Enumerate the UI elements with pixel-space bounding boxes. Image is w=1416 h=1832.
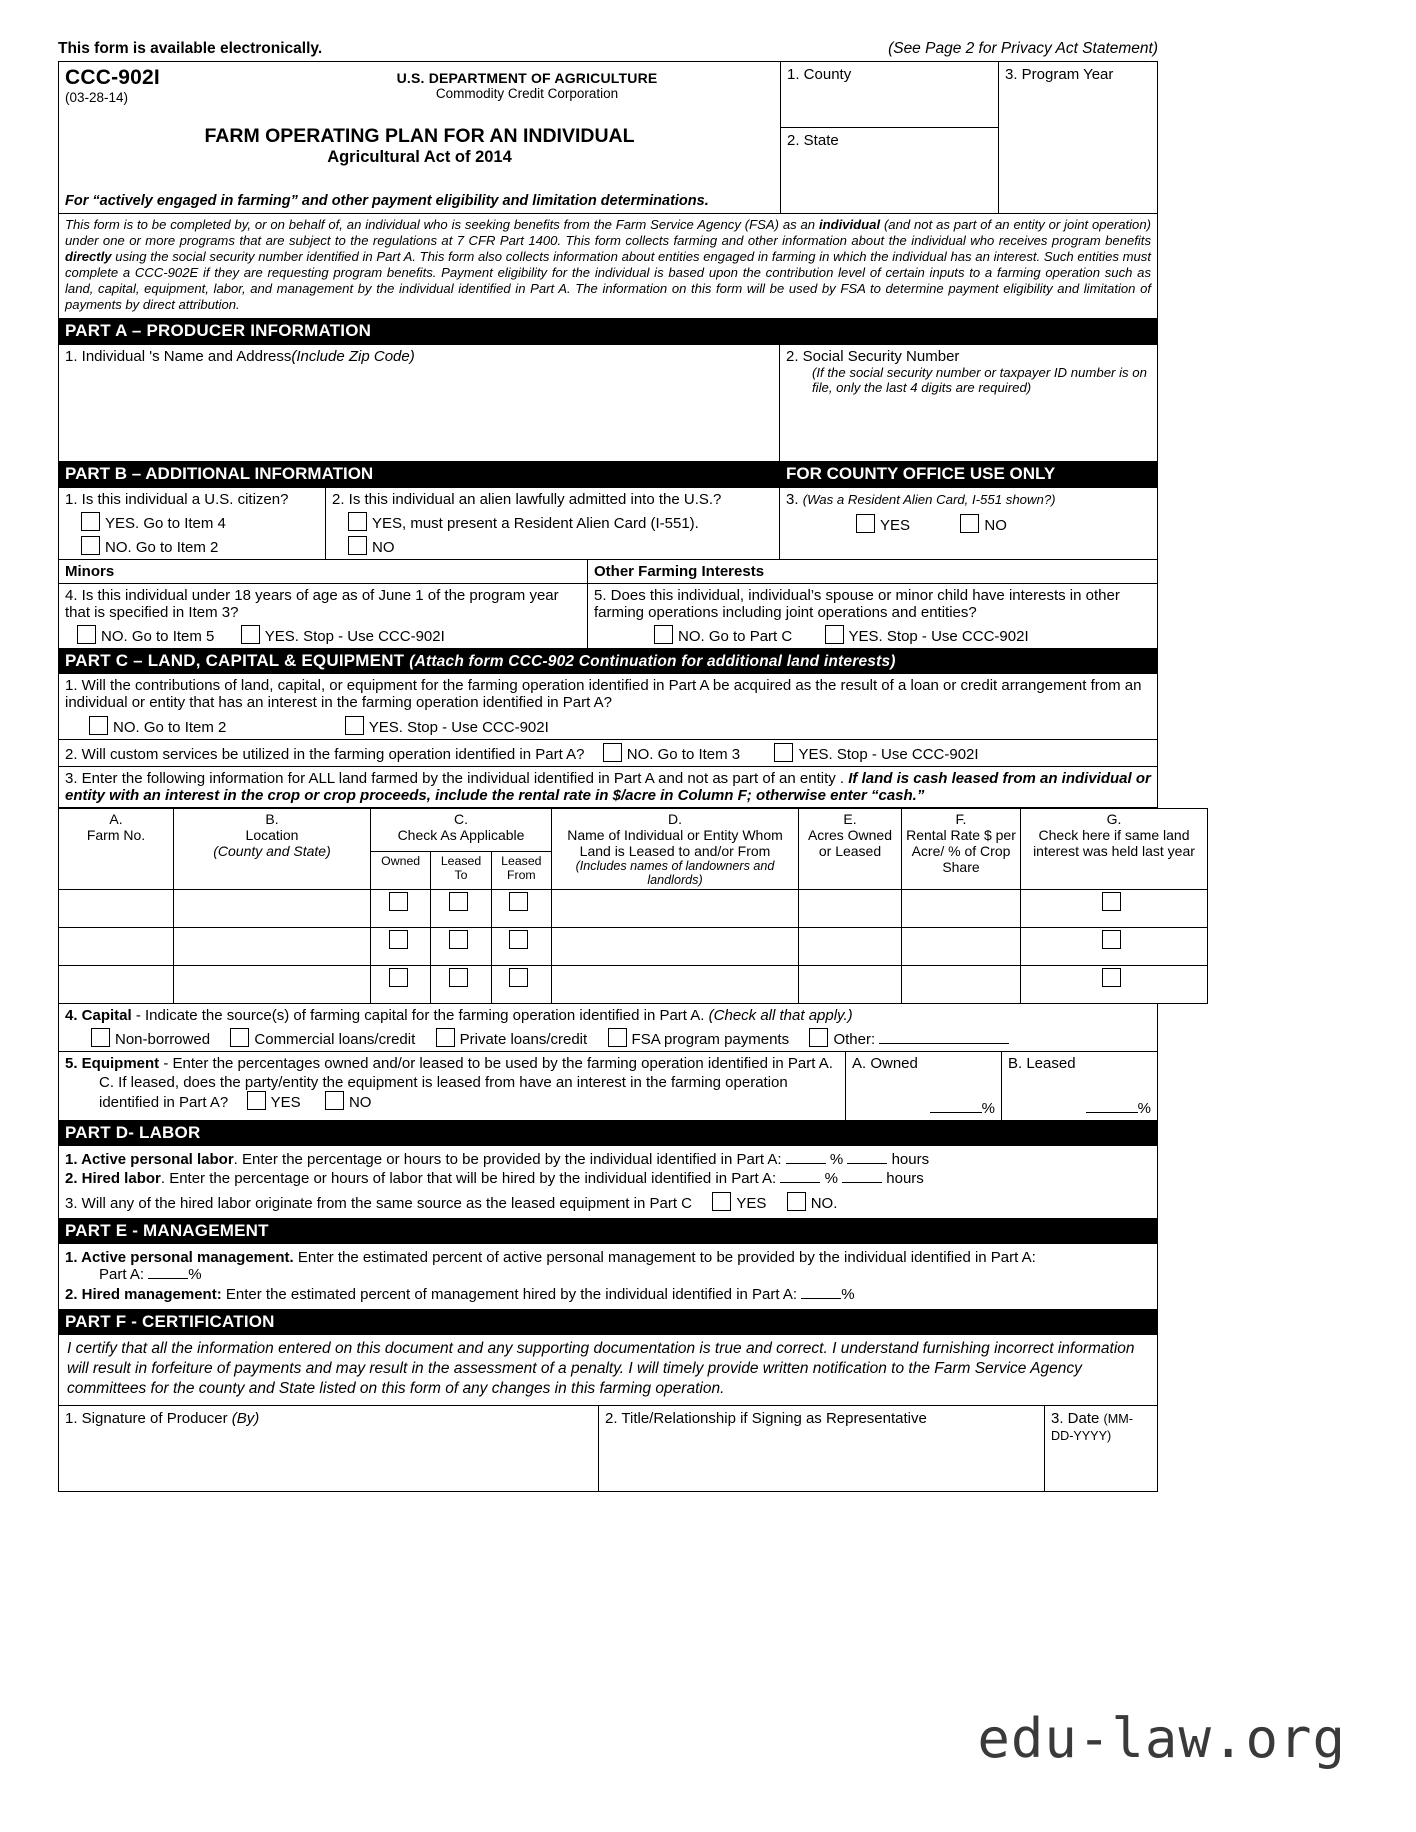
- state-field[interactable]: [781, 128, 998, 198]
- part-c-q1-no-checkbox[interactable]: [89, 716, 108, 735]
- agency-name: U.S. DEPARTMENT OF AGRICULTURE: [396, 70, 658, 86]
- part-e-bar: PART E - MANAGEMENT: [58, 1219, 1158, 1244]
- hired-labor-source-no-checkbox[interactable]: [787, 1192, 806, 1211]
- equipment-c-yes-label: YES: [270, 1093, 301, 1111]
- col-b-name: Location: [245, 826, 299, 843]
- col-b-header: [174, 808, 371, 889]
- row2-name[interactable]: [552, 927, 799, 965]
- active-labor-line: [65, 1151, 1151, 1168]
- other-farming-section-label: Other Farming Interests: [588, 560, 1158, 584]
- part-c-q1-yes-checkbox[interactable]: [345, 716, 364, 735]
- row2-leased-from-checkbox[interactable]: [509, 930, 528, 949]
- active-labor-hours-input[interactable]: [847, 1163, 887, 1164]
- active-management-line: [65, 1249, 1151, 1266]
- resident-alien-no-label: NO: [984, 516, 1007, 534]
- ssn-field[interactable]: [780, 344, 1158, 462]
- table-row[interactable]: [59, 965, 1208, 1003]
- row3-owned-checkbox[interactable]: [389, 968, 408, 987]
- row1-leased-to-checkbox[interactable]: [449, 892, 468, 911]
- row1-owned-cell[interactable]: [371, 889, 431, 927]
- col-c-letter: C.: [454, 810, 468, 827]
- equipment-leased-cell[interactable]: [1002, 1052, 1158, 1121]
- signature-label: 1. Signature of Producer: [65, 1410, 228, 1428]
- form-header-left: [58, 61, 780, 214]
- resident-alien-card-cell: [780, 487, 1158, 560]
- alien-question-cell: [326, 487, 780, 560]
- hired-labor-text: . Enter the percentage or hours of labor that will be hired by the individual identified in Part A:: [160, 1169, 777, 1187]
- row1-acres[interactable]: [799, 889, 902, 927]
- col-a-letter: A.: [109, 810, 123, 827]
- part-c-q2-text: 2. Will custom services be utilized in the farming operation identified in Part A?: [65, 745, 585, 763]
- capital-fsa-checkbox[interactable]: [608, 1028, 627, 1047]
- signature-field[interactable]: [58, 1406, 598, 1492]
- active-management-pct: %: [188, 1265, 202, 1283]
- watermark: edu-law.org: [977, 1707, 1346, 1770]
- county-office-bar: FOR COUNTY OFFICE USE ONLY: [780, 462, 1158, 487]
- instructions-paragraph: [58, 214, 1158, 319]
- capital-private-label: Private loans/credit: [459, 1030, 588, 1048]
- part-c-q2-yes-label: YES. Stop - Use CCC-902I: [798, 745, 979, 763]
- row1-owned-checkbox[interactable]: [389, 892, 408, 911]
- capital-nonborrowed-label: Non-borrowed: [115, 1030, 211, 1048]
- instructions-bold-1: individual: [818, 217, 881, 232]
- col-g-header: [1021, 808, 1208, 889]
- date-label: 3. Date: [1051, 1410, 1100, 1428]
- row1-leased-from-cell[interactable]: [491, 889, 551, 927]
- part-b-minors-row: [58, 584, 1158, 649]
- part-c-q1-text: 1. Will the contributions of land, capital, or equipment for the farming operation identified in Part A be acquired as the result of a loan or credit arrangement from an individual or entity that has an interest in the farming operation identified in Part A?: [65, 676, 1142, 711]
- col-a-header: [59, 808, 174, 889]
- part-c-q2-yes-checkbox[interactable]: [774, 743, 793, 762]
- table-row[interactable]: [59, 927, 1208, 965]
- equipment-c-no-label: NO: [348, 1093, 372, 1111]
- state-label: 2. State: [787, 132, 839, 149]
- hired-labor-hours-word: hours: [886, 1169, 924, 1187]
- col-c-header: [371, 808, 552, 851]
- equipment-owned-cell[interactable]: [846, 1052, 1002, 1121]
- certification-text: I certify that all the information entered on this document and any supporting documentation is true and correct. I understand furnishing incorrect information will result in forfeiture of payments and may result in the assessment of a penalty. I will timely provide written notification to the Farm Service Agency committees for the county and State listed on this form of any changes in this farming operation.: [58, 1335, 1158, 1406]
- row2-acres[interactable]: [799, 927, 902, 965]
- alien-yes-label: YES, must present a Resident Alien Card (I-551).: [372, 514, 699, 532]
- part-c-q2-no-label: NO. Go to Item 3: [626, 745, 741, 763]
- equipment-text: - Enter the percentages owned and/or leased to be used by the farming operation identified in Part A.: [159, 1054, 833, 1072]
- alien-no-checkbox[interactable]: [348, 536, 367, 555]
- equipment-leased-pct: %: [1137, 1099, 1151, 1117]
- sub-agency-name: Commodity Credit Corporation: [435, 86, 619, 101]
- resident-alien-question: (Was a Resident Alien Card, I-551 shown?): [802, 491, 1056, 507]
- minor-age-yes-label: YES. Stop - Use CCC-902I: [264, 627, 445, 645]
- equipment-row: [58, 1052, 1158, 1121]
- capital-hint: (Check all that apply.): [708, 1006, 853, 1024]
- alien-no-label: NO: [372, 538, 395, 556]
- row3-same-last-year-cell[interactable]: [1021, 965, 1208, 1003]
- hired-labor-source-yes-label: YES: [736, 1194, 767, 1212]
- col-c-owned-subheader: Owned: [371, 851, 431, 889]
- county-field[interactable]: [781, 62, 998, 128]
- active-management-label: 1. Active personal management.: [65, 1248, 294, 1266]
- part-c-q3-text: 3. Enter the following information for ALL land farmed by the individual identified in Part A and not as part of an entity .: [65, 769, 845, 787]
- producer-name-address-field[interactable]: [58, 344, 780, 462]
- row3-leased-from-cell[interactable]: [491, 965, 551, 1003]
- other-farming-no-label: NO. Go to Part C: [678, 627, 793, 645]
- capital-commercial-label: Commercial loans/credit: [254, 1030, 416, 1048]
- minor-age-question: 4. Is this individual under 18 years of age as of June 1 of the program year that is specified in Item 3?: [65, 586, 559, 621]
- part-a-bar: PART A – PRODUCER INFORMATION: [58, 319, 1158, 344]
- col-c-name: Check As Applicable: [397, 826, 525, 843]
- part-c-bar-note: (Attach form CCC-902 Continuation for additional land interests): [409, 652, 896, 670]
- hired-management-label: 2. Hired management:: [65, 1285, 222, 1303]
- hired-labor-source-question: 3. Will any of the hired labor originate from the same source as the leased equipment in Part C: [65, 1194, 692, 1212]
- form-number: CCC-902I: [65, 66, 160, 89]
- equipment-owned-pct: %: [981, 1099, 995, 1117]
- part-c-q1-yes-label: YES. Stop - Use CCC-902I: [368, 718, 549, 736]
- hired-labor-hours-input[interactable]: [842, 1182, 882, 1183]
- us-citizen-no-checkbox[interactable]: [81, 536, 100, 555]
- part-c-q1-cell: [58, 674, 1158, 740]
- row1-rental[interactable]: [902, 889, 1021, 927]
- col-b-letter: B.: [265, 810, 279, 827]
- resident-alien-yes-checkbox[interactable]: [856, 514, 875, 533]
- equipment-label: 5. Equipment: [65, 1054, 160, 1072]
- alien-question: 2. Is this individual an alien lawfully admitted into the U.S.?: [332, 490, 722, 508]
- hired-management-pct: %: [841, 1285, 855, 1303]
- other-farming-yes-checkbox[interactable]: [825, 625, 844, 644]
- minor-age-no-checkbox[interactable]: [77, 625, 96, 644]
- us-citizen-no-label: NO. Go to Item 2: [105, 538, 219, 556]
- form-purpose: For “actively engaged in farming” and other payment eligibility and limitation determinations.: [65, 193, 709, 209]
- land-interests-table: [58, 808, 1208, 1004]
- land-table-body: [59, 889, 1208, 1003]
- row1-leased-to-cell[interactable]: [431, 889, 491, 927]
- part-b-citizen-row: [58, 487, 1158, 560]
- equipment-c-yes-checkbox[interactable]: [247, 1091, 266, 1110]
- col-d-name: Name of Individual or Entity Whom Land is Leased to and/or From: [567, 826, 783, 859]
- resident-alien-yes-label: YES: [880, 516, 911, 534]
- form-header-right: [780, 61, 1158, 214]
- part-d-bar: PART D- LABOR: [58, 1121, 1158, 1146]
- ssn-hint: (If the social security number or taxpayer ID number is on file, only the last 4 digits are required): [812, 364, 1147, 395]
- other-farming-question-cell: [588, 584, 1158, 649]
- other-farming-question: 5. Does this individual, individual’s spouse or minor child have interests in other farming operations including joint operations and entities?: [594, 586, 1120, 621]
- row2-leased-to-cell[interactable]: [431, 927, 491, 965]
- instructions-text-2: (and not as part of an entity or joint operation) under one or more programs that are subject to the regulations at 7 CFR Part 1400. This form collects farming and other information about the individual who receives program benefits: [65, 217, 1151, 248]
- col-f-letter: F.: [955, 810, 967, 827]
- part-a-row: [58, 344, 1158, 462]
- row2-owned-checkbox[interactable]: [389, 930, 408, 949]
- row1-name[interactable]: [552, 889, 799, 927]
- row1-same-last-year-cell[interactable]: [1021, 889, 1208, 927]
- capital-fsa-label: FSA program payments: [631, 1030, 790, 1048]
- row3-leased-from-checkbox[interactable]: [509, 968, 528, 987]
- col-e-letter: E.: [843, 810, 857, 827]
- part-c-q3-emphasis: If land is cash leased from an individual or entity with an interest in the crop or crop proceeds, include the rental rate in $/acre in Column F; otherwise enter “cash.”: [65, 769, 1151, 804]
- form-header: [58, 61, 1158, 214]
- col-e-name: Acres Owned or Leased: [807, 826, 893, 859]
- col-d-hint: (Includes names of landowners and landlords): [575, 858, 775, 887]
- capital-text: - Indicate the source(s) of farming capital for the farming operation identified in Part A.: [131, 1006, 705, 1024]
- active-management-text: Enter the estimated percent of active personal management to be provided by the individual identified in Part A:: [293, 1248, 1036, 1266]
- part-c-q2-no-checkbox[interactable]: [603, 743, 622, 762]
- part-b-bar: PART B – ADDITIONAL INFORMATION: [58, 462, 780, 487]
- signature-row: [58, 1406, 1158, 1492]
- minor-age-no-label: NO. Go to Item 5: [101, 627, 215, 645]
- col-c-leased-to-subheader: Leased To: [431, 851, 491, 889]
- minor-age-question-cell: [58, 584, 588, 649]
- col-f-header: [902, 808, 1021, 889]
- equipment-owned-label: A. Owned: [852, 1054, 918, 1072]
- hired-management-text: Enter the estimated percent of management hired by the individual identified in Part A:: [221, 1285, 798, 1303]
- part-c-q1-no-label: NO. Go to Item 2: [113, 718, 227, 736]
- capital-other-checkbox[interactable]: [809, 1028, 828, 1047]
- signature-hint: (By): [231, 1410, 260, 1428]
- active-labor-hours-word: hours: [891, 1150, 930, 1168]
- col-a-name: Farm No.: [86, 826, 146, 843]
- capital-other-label: Other:: [833, 1030, 876, 1048]
- col-c-leased-from-subheader: Leased From: [491, 851, 551, 889]
- top-line: [58, 40, 1158, 61]
- col-d-header: [552, 808, 799, 889]
- row1-farm-no[interactable]: [59, 889, 174, 927]
- row1-location[interactable]: [174, 889, 371, 927]
- us-citizen-yes-label: YES. Go to Item 4: [105, 514, 226, 532]
- minors-section-label: Minors: [58, 560, 588, 584]
- row2-owned-cell[interactable]: [371, 927, 431, 965]
- row2-same-last-year-checkbox[interactable]: [1102, 930, 1121, 949]
- form-title: FARM OPERATING PLAN FOR AN INDIVIDUAL: [204, 125, 635, 147]
- part-c-bar-title: PART C – LAND, CAPITAL & EQUIPMENT: [65, 650, 405, 670]
- alien-yes-checkbox[interactable]: [348, 512, 367, 531]
- county-label: 1. County: [787, 66, 852, 83]
- capital-nonborrowed-checkbox[interactable]: [91, 1028, 110, 1047]
- equipment-leased-label: B. Leased: [1008, 1054, 1076, 1072]
- instructions-text-1: This form is to be completed by, or on behalf of, an individual who is seeking benefits from the Farm Service Agency (FSA) as an: [65, 217, 819, 232]
- other-farming-no-checkbox[interactable]: [654, 625, 673, 644]
- county-state-column: [781, 62, 999, 213]
- active-labor-text: . Enter the percentage or hours to be provided by the individual identified in Part A:: [233, 1150, 782, 1168]
- date-field[interactable]: [1044, 1406, 1158, 1492]
- active-management-value-line: Part A: %: [99, 1265, 202, 1283]
- part-d-cell: [58, 1146, 1158, 1219]
- col-b-hint: (County and State): [213, 842, 331, 859]
- row2-leased-from-cell[interactable]: [491, 927, 551, 965]
- row3-name[interactable]: [552, 965, 799, 1003]
- capital-cell: [58, 1004, 1158, 1052]
- us-citizen-yes-checkbox[interactable]: [81, 512, 100, 531]
- hired-management-line: [65, 1286, 1151, 1303]
- land-table-header-row: [59, 808, 1208, 851]
- equipment-owned-input[interactable]: [930, 1112, 982, 1113]
- row2-leased-to-checkbox[interactable]: [449, 930, 468, 949]
- hired-labor-pct-input[interactable]: [780, 1182, 820, 1183]
- hired-labor-source-line: [65, 1192, 1151, 1212]
- equipment-cell: [58, 1052, 846, 1121]
- col-g-letter: G.: [1106, 810, 1122, 827]
- title-relationship-field[interactable]: [598, 1406, 1044, 1492]
- row2-location[interactable]: [174, 927, 371, 965]
- active-labor-pct-input[interactable]: [786, 1163, 826, 1164]
- capital-label: 4. Capital: [65, 1006, 132, 1024]
- hired-labor-pct-symbol: %: [824, 1169, 838, 1187]
- form-revision-date: (03-28-14): [65, 90, 129, 105]
- part-c-q2-cell: [58, 740, 1158, 767]
- active-labor-label: 1. Active personal labor: [65, 1150, 234, 1168]
- capital-other-input[interactable]: [879, 1043, 1009, 1044]
- minor-age-yes-checkbox[interactable]: [241, 625, 260, 644]
- hired-labor-source-yes-checkbox[interactable]: [712, 1192, 731, 1211]
- row3-farm-no[interactable]: [59, 965, 174, 1003]
- hired-labor-label: 2. Hired labor: [65, 1169, 161, 1187]
- equipment-leased-input[interactable]: [1086, 1112, 1138, 1113]
- us-citizen-question-cell: [58, 487, 326, 560]
- row1-leased-from-checkbox[interactable]: [509, 892, 528, 911]
- table-row[interactable]: [59, 889, 1208, 927]
- program-year-label: 3. Program Year: [1005, 66, 1114, 83]
- row3-location[interactable]: [174, 965, 371, 1003]
- row3-owned-cell[interactable]: [371, 965, 431, 1003]
- equipment-c-no-checkbox[interactable]: [325, 1091, 344, 1110]
- row2-rental[interactable]: [902, 927, 1021, 965]
- part-e-cell: [58, 1244, 1158, 1310]
- electronic-availability-note: This form is available electronically.: [58, 40, 323, 57]
- ssn-label: 2. Social Security Number: [786, 347, 960, 365]
- row3-leased-to-checkbox[interactable]: [449, 968, 468, 987]
- form-body: [58, 40, 1195, 1492]
- date-hint: (MM-DD-YYYY): [1051, 1412, 1133, 1444]
- active-labor-pct-symbol: %: [829, 1150, 844, 1168]
- capital-commercial-checkbox[interactable]: [230, 1028, 249, 1047]
- part-b-section-labels-row: [58, 560, 1158, 584]
- resident-alien-no-checkbox[interactable]: [960, 514, 979, 533]
- capital-private-checkbox[interactable]: [436, 1028, 455, 1047]
- row1-same-last-year-checkbox[interactable]: [1102, 892, 1121, 911]
- hired-labor-source-no-label: NO.: [810, 1194, 838, 1212]
- row3-same-last-year-checkbox[interactable]: [1102, 968, 1121, 987]
- hired-management-input[interactable]: [801, 1298, 841, 1299]
- other-farming-yes-label: YES. Stop - Use CCC-902I: [848, 627, 1029, 645]
- program-year-field[interactable]: [999, 62, 1157, 87]
- part-c-q3-cell: [58, 767, 1158, 808]
- resident-alien-number: 3.: [786, 490, 799, 508]
- part-b-bar-row: [58, 462, 1158, 487]
- producer-name-address-hint: (Include Zip Code): [291, 347, 415, 365]
- producer-name-address-label: 1. Individual 's Name and Address: [65, 347, 292, 365]
- instructions-text-3: using the social security number identified in Part A. This form also collects information about entities engaged in farming in which the individual has an interest. Such entities must complete a CCC-902E if they are requesting program benefits. Payment eligibility for the individual is based upon the contribution level of certain inputs to a farming operation such as land, capital, equipment, labor, and management by the individual identified in Part A. The information on this form will be used by FSA to determine payment eligibility and limitation of payments by direct attribution.: [65, 248, 1151, 312]
- title-relationship-label: 2. Title/Relationship if Signing as Representative: [605, 1410, 927, 1428]
- privacy-act-note: (See Page 2 for Privacy Act Statement): [888, 40, 1158, 57]
- col-g-name: Check here if same land interest was held last year: [1033, 826, 1195, 859]
- col-d-letter: D.: [668, 810, 682, 827]
- col-f-name: Rental Rate $ per Acre/ % of Crop Share: [906, 826, 1016, 875]
- equipment-c-text: C. If leased, does the party/entity the equipment is leased from have an interest in the farming operation identified in Part A?: [99, 1073, 788, 1111]
- row3-acres[interactable]: [799, 965, 902, 1003]
- active-management-input[interactable]: [148, 1278, 188, 1279]
- part-f-bar: PART F - CERTIFICATION: [58, 1310, 1158, 1335]
- col-e-header: [799, 808, 902, 889]
- program-year-column: [999, 62, 1157, 213]
- row3-rental[interactable]: [902, 965, 1021, 1003]
- hired-labor-line: [65, 1170, 1151, 1187]
- row2-farm-no[interactable]: [59, 927, 174, 965]
- instructions-bold-2: directly: [65, 248, 112, 264]
- form-subtitle: Agricultural Act of 2014: [327, 148, 512, 166]
- row3-leased-to-cell[interactable]: [431, 965, 491, 1003]
- part-c-bar: [58, 649, 1158, 674]
- us-citizen-question: 1. Is this individual a U.S. citizen?: [65, 490, 289, 508]
- row2-same-last-year-cell[interactable]: [1021, 927, 1208, 965]
